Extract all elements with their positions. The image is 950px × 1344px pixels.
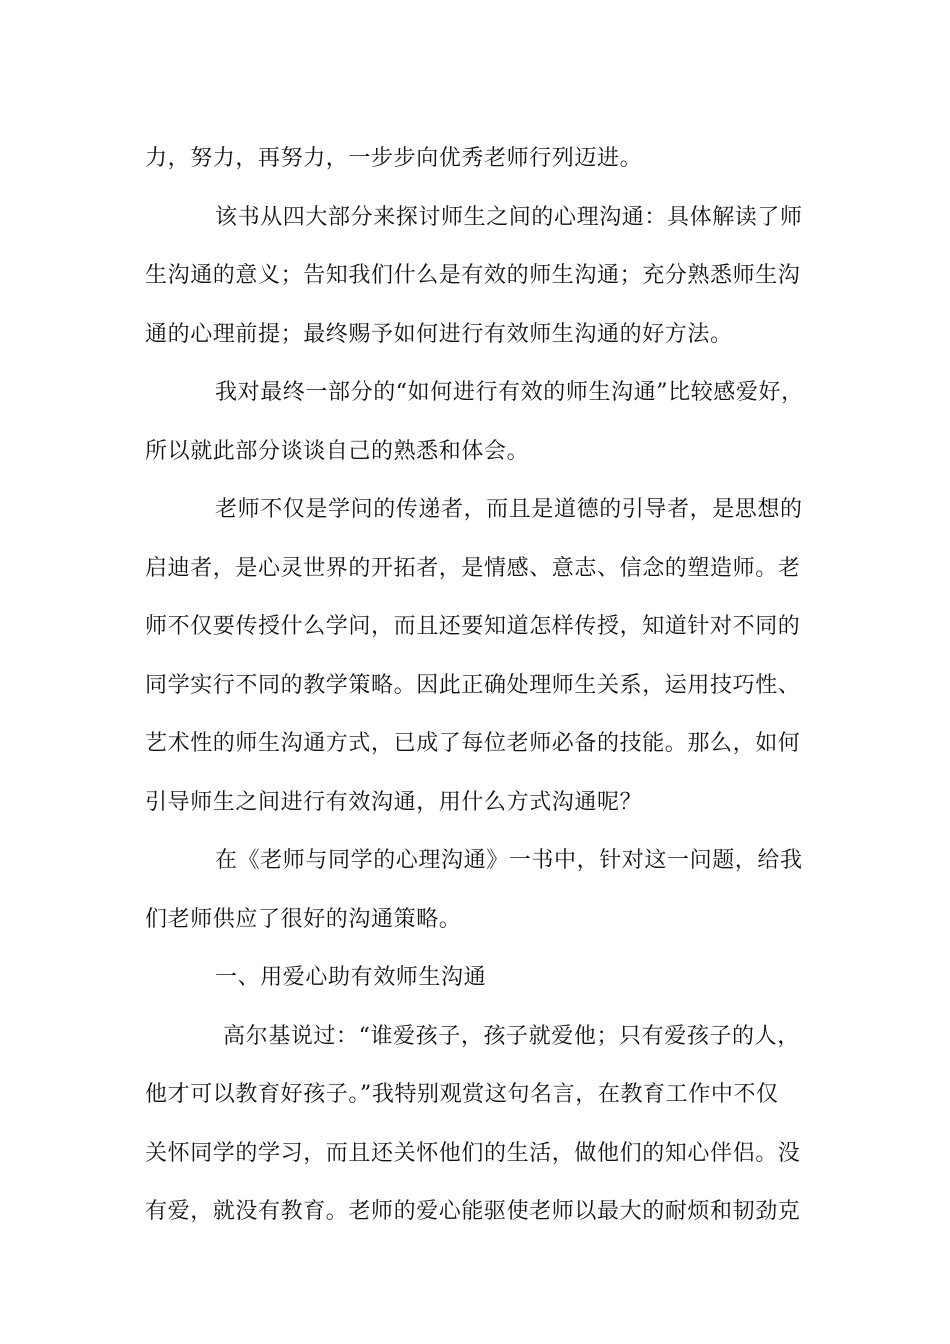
text-line: 有爱，就没有教育。老师的爱心能驱使老师以最大的耐烦和韧劲克 [145, 1199, 801, 1224]
text-line: 通的心理前提；最终赐予如何进行有效师生沟通的好方法。 [145, 321, 733, 347]
text-line: 们老师供应了很好的沟通策略。 [145, 906, 462, 932]
paragraph-start-line: 老师不仅是学问的传递者，而且是道德的引导者，是思想的 [215, 497, 803, 522]
text-line: 师不仅要传授什么学问，而且还要知道怎样传授，知道针对不同的 [145, 614, 801, 639]
paragraph-start-line: 该书从四大部分来探讨师生之间的心理沟通：具体解读了师 [215, 204, 803, 230]
section-heading: 一、用爱心助有效师生沟通 [215, 965, 487, 990]
text-line: 他才可以教育好孩子。”我特别观赏这句名言，在教育工作中不仅 [145, 1082, 779, 1107]
paragraph-start-line: 在《老师与同学的心理沟通》一书中，针对这一问题，给我 [215, 848, 803, 873]
text-line: 力，努力，再努力，一步步向优秀老师行列迈进。 [145, 146, 643, 171]
text-line: 启迪者，是心灵世界的开拓者，是情感、意志、信念的塑造师。老 [145, 555, 801, 581]
text-line: 关怀同学的学习，而且还关怀他们的生活，做他们的知心伴侣。没 [145, 1140, 801, 1166]
text-line: 生沟通的意义；告知我们什么是有效的师生沟通；充分熟悉师生沟 [145, 263, 801, 288]
paragraph-start-line: 我对最终一部分的“如何进行有效的师生沟通”比较感爱好， [215, 380, 804, 405]
text-line: 艺术性的师生沟通方式，已成了每位老师必备的技能。那么，如何 [145, 731, 801, 756]
paragraph-start-line: 高尔基说过：“谁爱孩子，孩子就爱他；只有爱孩子的人， [223, 1023, 800, 1049]
text-line: 同学实行不同的教学策略。因此正确处理师生关系，运用技巧性、 [145, 672, 801, 698]
text-line: 引导师生之间进行有效沟通，用什么方式沟通呢？ [145, 789, 643, 815]
body-text [145, 130, 810, 1242]
text-line: 所以就此部分谈谈自己的熟悉和体会。 [145, 438, 530, 464]
